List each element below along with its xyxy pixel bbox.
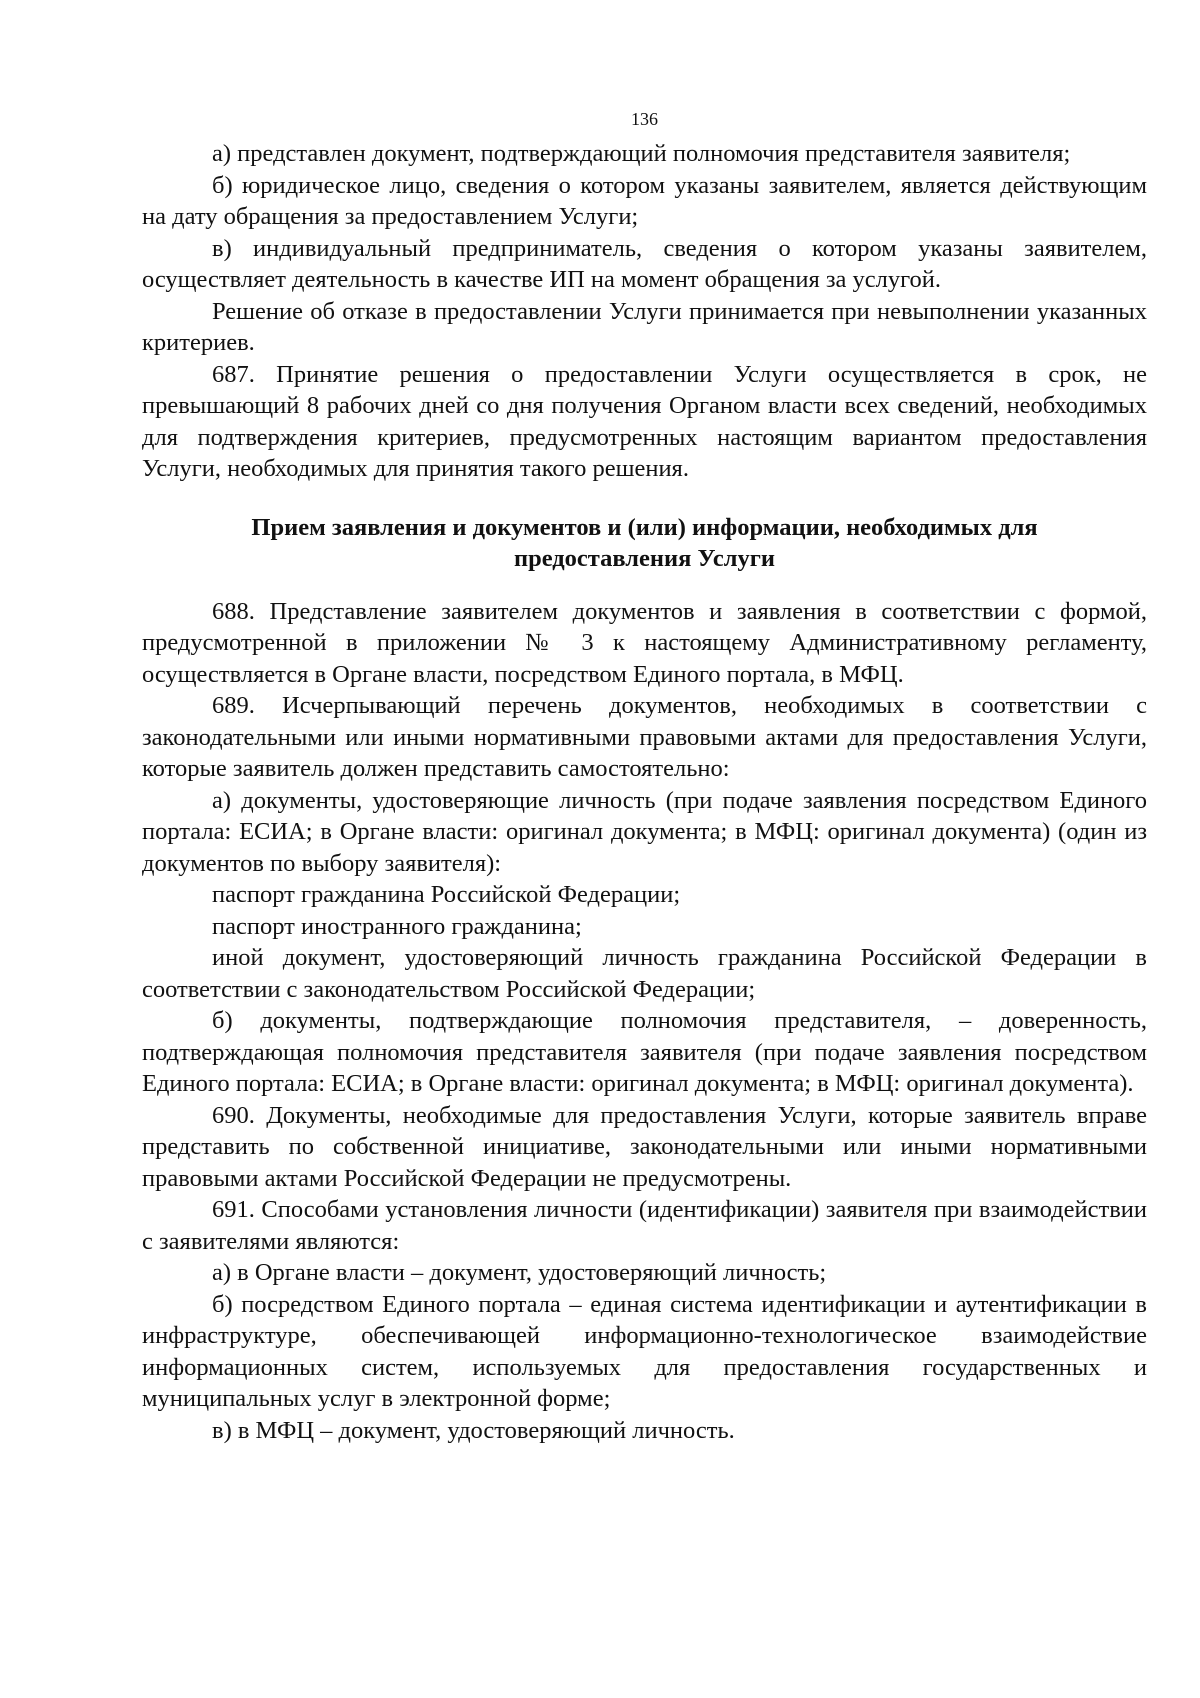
paragraph-item-a: а) представлен документ, подтверждающий полномочия представителя заявителя; bbox=[212, 140, 1071, 167]
paragraph-689-a: а) документы, удостоверяющие личность (при подаче заявления посредством Единого портала: ЕСИА; в Органе власти: оригинал документа; в МФЦ: оригинал документа) (один из документов по выбору заявителя): bbox=[142, 786, 1147, 877]
paragraph-691: 691. Способами установления личности (идентификации) заявителя при взаимодействии с заявителями являются: bbox=[142, 1196, 1147, 1255]
paragraph-item-b: б) юридическое лицо, сведения о котором указаны заявителем, является действующим на дату обращения за предоставлением Услуги; bbox=[142, 171, 1147, 230]
paragraph-refusal: Решение об отказе в предоставлении Услуги принимается при невыполнении указанных критериев. bbox=[142, 297, 1147, 356]
paragraph-item-v: в) индивидуальный предприниматель, сведения о котором указаны заявителем, осуществляет деятельность в качестве ИП на момент обращения за услугой. bbox=[142, 234, 1147, 293]
paragraph-689: 689. Исчерпывающий перечень документов, необходимых в соответствии с законодательными или иными нормативными правовыми актами для предоставления Услуги, которые заявитель должен представить самостоятельно: bbox=[142, 692, 1147, 782]
list-item-passport-foreign: паспорт иностранного гражданина; bbox=[212, 912, 582, 940]
paragraph-690: 690. Документы, необходимые для предоставления Услуги, которые заявитель вправе представить по собственной инициативе, законодательными или иными нормативными правовыми актами Российской Федерации не предусмотрены. bbox=[142, 1101, 1147, 1192]
list-item-other-document: иной документ, удостоверяющий личность гражданина Российской Федерации в соответствии с законодательством Российской Федерации; bbox=[142, 944, 1147, 1003]
paragraph-691-a: а) в Органе власти – документ, удостоверяющий личность; bbox=[212, 1259, 827, 1286]
document-page bbox=[142, 105, 1147, 1446]
paragraph-688: 688. Представление заявителем документов и заявления в соответствии с формой, предусмотренной в приложении № 3 к настоящему Административному регламенту, осуществляется в Органе власти, посредством Единого портала, в МФЦ. bbox=[142, 597, 1147, 688]
paragraph-687: 687. Принятие решения о предоставлении Услуги осуществляется в срок, не превышающий 8 рабочих дней со дня получения Органом власти всех сведений, необходимых для подтверждения критериев, предусмотренных настоящим вариантом предоставления Услуги, необходимых для принятия такого решения. bbox=[142, 360, 1147, 482]
paragraph-691-v: в) в МФЦ – документ, удостоверяющий личность. bbox=[212, 1416, 735, 1444]
paragraph-689-b: б) документы, подтверждающие полномочия представителя, – доверенность, подтверждающая полномочия представителя заявителя (при подаче заявления посредством Единого портала: ЕСИА; в Органе власти: оригинал документа; в МФЦ: оригинал документа). bbox=[142, 1007, 1147, 1097]
section-heading: Прием заявления и документов и (или) информации, необходимых для предоставления Услуги bbox=[251, 513, 1038, 572]
page-number: 136 bbox=[631, 109, 658, 129]
paragraph-691-b: б) посредством Единого портала – единая система идентификации и аутентификации в инфраструктуре, обеспечивающей информационно-технологическое взаимодействие информационных систем, используемых для предоставления государственных и муниципальных услуг в электронной форме; bbox=[142, 1290, 1147, 1412]
list-item-passport-rf: паспорт гражданина Российской Федерации; bbox=[212, 881, 681, 908]
